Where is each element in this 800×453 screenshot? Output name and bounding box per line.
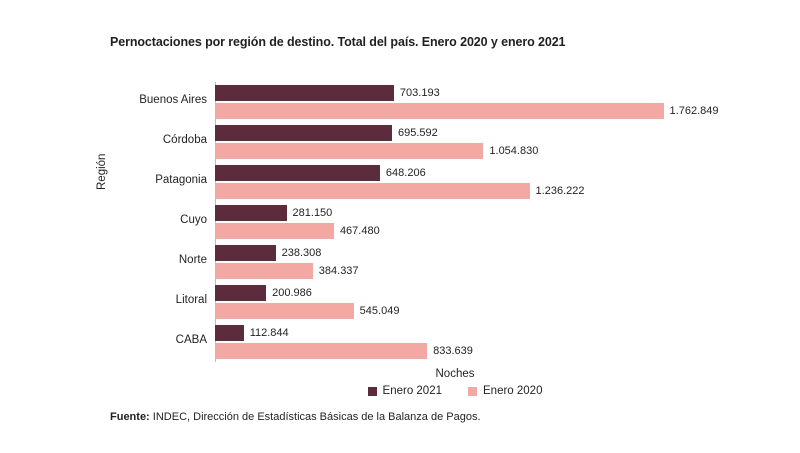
bar-enero-2021	[215, 285, 266, 301]
legend-swatch-icon	[368, 387, 377, 396]
bar-row	[215, 143, 695, 159]
chart-title: Pernoctaciones por región de destino. Total del país. Enero 2020 y enero 2021	[110, 35, 566, 49]
category-label: Córdoba	[162, 134, 207, 146]
bar-value-label: 695.592	[397, 127, 438, 139]
category-label: Cuyo	[180, 214, 207, 226]
legend-swatch-icon	[468, 387, 477, 396]
bar-row	[215, 205, 695, 221]
category-labels	[95, 82, 207, 362]
category-label: Patagonia	[155, 174, 207, 186]
bar-enero-2020	[215, 303, 354, 319]
bar-value-label: 648.206	[385, 167, 426, 179]
bar-enero-2020	[215, 103, 664, 119]
bar-value-label: 238.308	[281, 247, 322, 259]
bar-value-label: 833.639	[433, 345, 473, 357]
category-label: Norte	[178, 254, 207, 266]
bar-row	[215, 325, 695, 341]
source-prefix: Fuente:	[110, 411, 150, 423]
bar-value-label: 112.844	[249, 327, 289, 339]
bar-row	[215, 303, 695, 319]
bar-value-label: 281.150	[292, 207, 333, 219]
bar-enero-2021	[215, 205, 287, 221]
bar-enero-2020	[215, 183, 530, 199]
bar-row	[215, 103, 719, 119]
bar-row	[215, 125, 695, 141]
y-axis-title: Región	[96, 153, 108, 190]
legend-label: Enero 2020	[483, 385, 543, 397]
category-label: Litoral	[175, 294, 207, 306]
bar-enero-2021	[215, 165, 380, 181]
bar-value-label: 200.986	[272, 287, 312, 299]
bar-value-label: 1.762.849	[669, 105, 719, 117]
source-text: INDEC, Dirección de Estadísticas Básicas de la Balanza de Pagos.	[149, 411, 481, 423]
bar-value-label: 1.054.830	[489, 145, 539, 157]
bar-value-label: 467.480	[339, 225, 380, 237]
plot-area	[215, 82, 719, 380]
bar-enero-2021	[215, 85, 394, 101]
category-label: CABA	[175, 334, 207, 346]
legend-label: Enero 2021	[382, 385, 442, 397]
bar-row	[215, 165, 695, 181]
bar-row	[215, 263, 695, 279]
chart-legend	[215, 385, 695, 397]
bar-row	[215, 245, 695, 261]
bar-row	[215, 285, 695, 301]
bar-enero-2021	[215, 325, 244, 341]
bar-enero-2020	[215, 143, 483, 159]
x-axis-title: Noches	[435, 368, 475, 380]
bar-value-label: 703.193	[399, 87, 440, 99]
bar-enero-2021	[215, 125, 392, 141]
bar-row	[215, 183, 695, 199]
bar-enero-2020	[215, 263, 313, 279]
legend-item[interactable]	[468, 385, 542, 397]
bar-row	[215, 343, 695, 359]
bar-value-label: 545.049	[359, 305, 400, 317]
y-axis-line	[215, 82, 216, 362]
bar-value-label: 1.236.222	[535, 185, 585, 197]
bar-enero-2021	[215, 245, 276, 261]
source-note	[110, 411, 481, 423]
bar-enero-2020	[215, 223, 334, 239]
bar-row	[215, 85, 695, 101]
bar-value-label: 384.337	[318, 265, 359, 277]
bar-enero-2020	[215, 343, 427, 359]
legend-item[interactable]	[368, 385, 442, 397]
bar-row	[215, 223, 695, 239]
category-label: Buenos Aires	[139, 94, 207, 106]
